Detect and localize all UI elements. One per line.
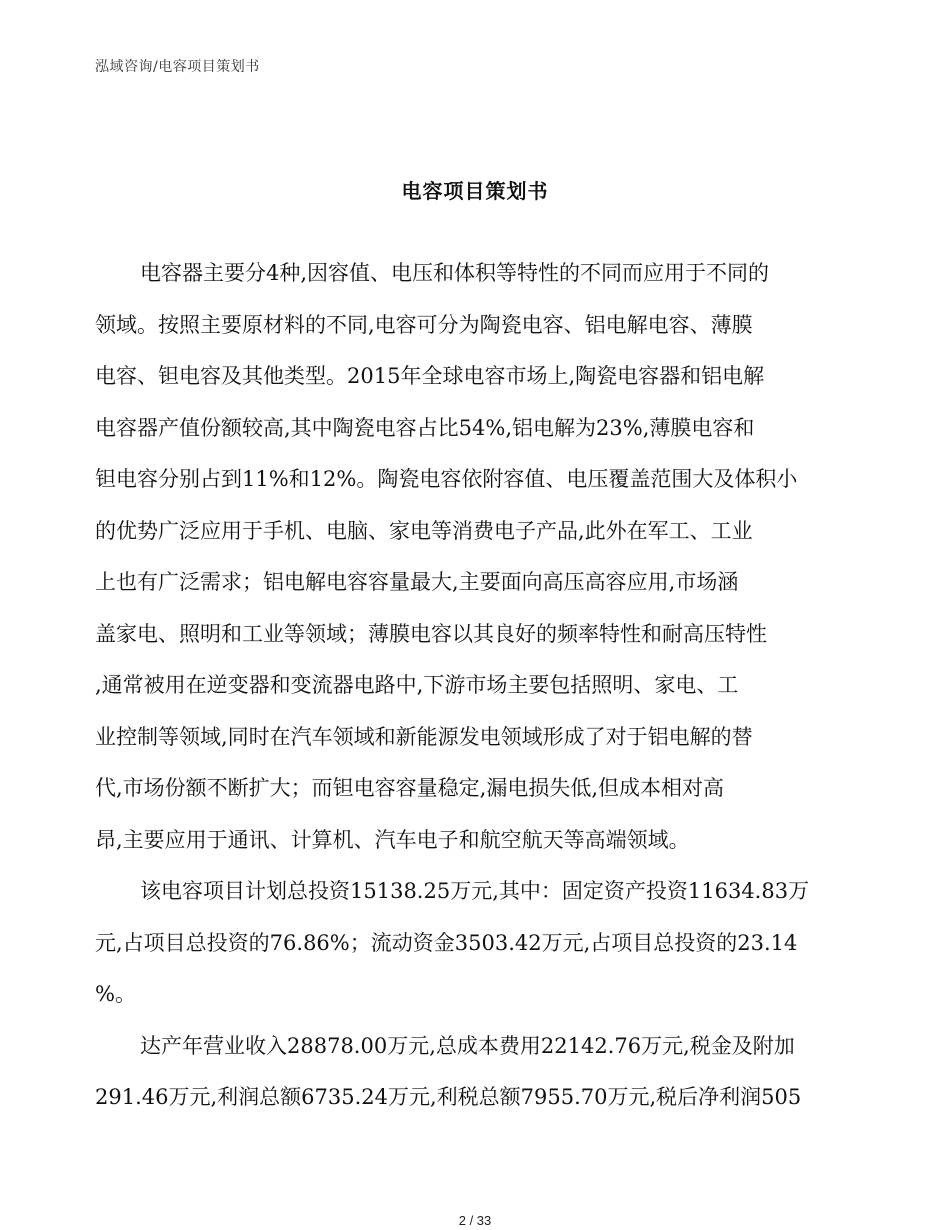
paragraph-product-overview: [95, 248, 860, 866]
text-line: 昂,主要应用于通讯、计算机、汽车电子和航空航天等高端领域。: [95, 827, 690, 852]
text-line: 钽电容分别占到11%和12%。陶瓷电容依附容值、电压覆盖范围大及体积小: [95, 467, 798, 491]
running-header: 泓域咨询/电容项目策划书: [95, 59, 260, 75]
text-line: 的优势广泛应用于手机、电脑、家电等消费电子产品,此外在军工、工业: [95, 518, 753, 543]
document-body: [95, 248, 860, 1124]
text-line: 电容器产值份额较高,其中陶瓷电容占比54%,铝电解为23%,薄膜电容和: [95, 415, 755, 440]
text-line: 达产年营业收入28878.00万元,总成本费用22142.76万元,税金及附加: [140, 1033, 795, 1058]
paragraph-investment: [95, 866, 860, 1021]
text-line: 电容、钽电容及其他类型。2015年全球电容市场上,陶瓷电容器和铝电解: [95, 364, 765, 388]
paragraph-revenue: [95, 1021, 860, 1124]
text-line: 上也有广泛需求；铝电解电容容量最大,主要面向高压高容应用,市场涵: [95, 570, 739, 594]
text-line: 电容器主要分4种,因容值、电压和体积等特性的不同而应用于不同的: [140, 261, 770, 285]
text-line: 该电容项目计划总投资15138.25万元,其中：固定资产投资11634.83万: [140, 879, 810, 903]
text-line: 代,市场份额不断扩大；而钽电容容量稳定,漏电损失低,但成本相对高: [95, 776, 725, 800]
text-line: 业控制等领域,同时在汽车领域和新能源发电领域形成了对于铝电解的替: [95, 724, 753, 749]
text-line: 291.46万元,利润总额6735.24万元,利税总额7955.70万元,税后净利润505: [95, 1085, 802, 1109]
text-line: 元,占项目总投资的76.86%；流动资金3503.42万元,占项目总投资的23.14: [95, 930, 798, 955]
page-number: 2 / 33: [458, 1213, 492, 1228]
text-line: 盖家电、照明和工业等领域；薄膜电容以其良好的频率特性和耐高压特性: [95, 621, 767, 646]
text-line: ,通常被用在逆变器和变流器电路中,下游市场主要包括照明、家电、工: [95, 673, 739, 697]
document-title: 电容项目策划书: [401, 179, 549, 203]
text-line: 领域。按照主要原材料的不同,电容可分为陶瓷电容、铝电解电容、薄膜: [95, 312, 753, 337]
text-line: %。: [95, 982, 136, 1006]
